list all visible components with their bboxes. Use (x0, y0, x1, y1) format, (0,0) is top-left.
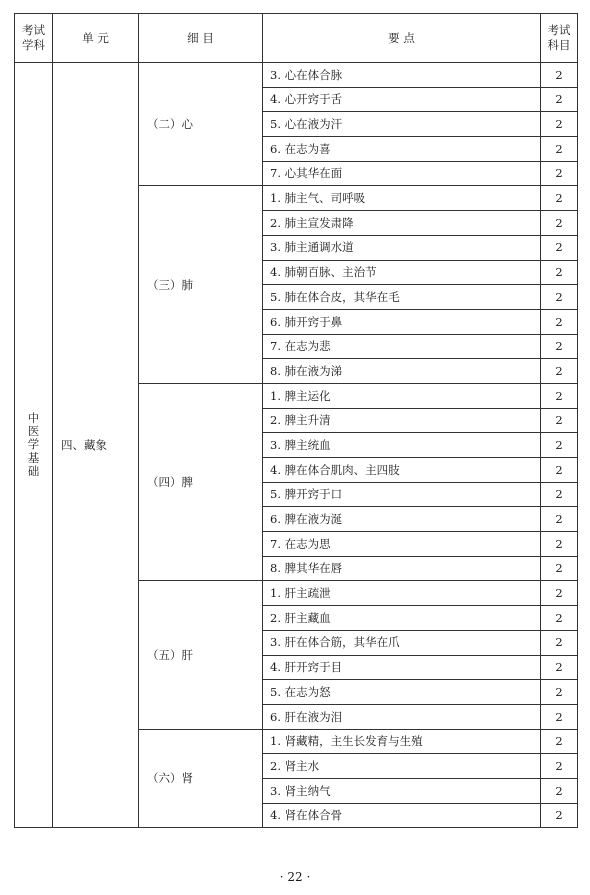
page-number: · 22 · (279, 870, 311, 884)
count-cell: 2 (541, 87, 578, 112)
point-cell: 5. 脾开窍于口 (263, 482, 541, 507)
count-cell: 2 (541, 704, 578, 729)
point-cell: 3. 肾主纳气 (263, 778, 541, 803)
point-cell: 7. 心其华在面 (263, 161, 541, 186)
syllabus-table (14, 13, 578, 828)
point-cell: 3. 肝在体合筋，其华在爪 (263, 630, 541, 655)
point-cell: 3. 脾主统血 (263, 433, 541, 458)
point-cell: 6. 脾在液为涎 (263, 507, 541, 532)
count-cell: 2 (541, 754, 578, 779)
count-cell: 2 (541, 458, 578, 483)
point-cell: 4. 心开窍于舌 (263, 87, 541, 112)
count-cell: 2 (541, 309, 578, 334)
count-cell: 2 (541, 556, 578, 581)
count-cell: 2 (541, 803, 578, 828)
point-cell: 1. 肺主气、司呼吸 (263, 186, 541, 211)
count-cell: 2 (541, 729, 578, 754)
count-cell: 2 (541, 532, 578, 557)
section-cell: （二）心 (139, 63, 263, 186)
count-cell: 2 (541, 63, 578, 88)
point-cell: 2. 肝主藏血 (263, 606, 541, 631)
count-cell: 2 (541, 680, 578, 705)
count-cell: 2 (541, 211, 578, 236)
section-cell: （五）肝 (139, 581, 263, 729)
section-cell: （三）肺 (139, 186, 263, 384)
point-cell: 8. 脾其华在唇 (263, 556, 541, 581)
point-cell: 2. 肺主宣发肃降 (263, 211, 541, 236)
point-cell: 2. 脾主升清 (263, 408, 541, 433)
section-cell: （四）脾 (139, 383, 263, 581)
point-cell: 4. 肾在体合骨 (263, 803, 541, 828)
subject-cell (15, 63, 53, 828)
point-cell: 4. 肺朝百脉、主治节 (263, 260, 541, 285)
table-header-row (15, 14, 578, 63)
table-row (15, 63, 578, 88)
header-section: 细 目 (139, 14, 263, 63)
count-cell: 2 (541, 137, 578, 162)
count-cell: 2 (541, 161, 578, 186)
point-cell: 5. 心在液为汗 (263, 112, 541, 137)
header-unit: 单 元 (53, 14, 139, 63)
point-cell: 7. 在志为思 (263, 532, 541, 557)
point-cell: 1. 肝主疏泄 (263, 581, 541, 606)
count-cell: 2 (541, 630, 578, 655)
point-cell: 5. 肺在体合皮，其华在毛 (263, 285, 541, 310)
count-cell: 2 (541, 655, 578, 680)
point-cell: 3. 肺主通调水道 (263, 235, 541, 260)
count-cell: 2 (541, 581, 578, 606)
count-cell: 2 (541, 433, 578, 458)
count-cell: 2 (541, 359, 578, 384)
point-cell: 7. 在志为悲 (263, 334, 541, 359)
syllabus-page (14, 13, 577, 828)
point-cell: 8. 肺在液为涕 (263, 359, 541, 384)
point-cell: 6. 肺开窍于鼻 (263, 309, 541, 334)
count-cell: 2 (541, 408, 578, 433)
point-cell: 5. 在志为怒 (263, 680, 541, 705)
point-cell: 2. 肾主水 (263, 754, 541, 779)
header-count: 考试科目 (541, 14, 578, 63)
count-cell: 2 (541, 482, 578, 507)
unit-cell: 四、藏象 (53, 63, 139, 828)
count-cell: 2 (541, 112, 578, 137)
point-cell: 3. 心在体合脉 (263, 63, 541, 88)
count-cell: 2 (541, 235, 578, 260)
header-points: 要 点 (263, 14, 541, 63)
count-cell: 2 (541, 334, 578, 359)
header-subject: 考试学科 (15, 14, 53, 63)
count-cell: 2 (541, 507, 578, 532)
count-cell: 2 (541, 383, 578, 408)
point-cell: 1. 肾藏精，主生长发育与生殖 (263, 729, 541, 754)
section-cell: （六）肾 (139, 729, 263, 828)
point-cell: 4. 脾在体合肌肉、主四肢 (263, 458, 541, 483)
point-cell: 6. 在志为喜 (263, 137, 541, 162)
point-cell: 6. 肝在液为泪 (263, 704, 541, 729)
count-cell: 2 (541, 285, 578, 310)
table-body (15, 63, 578, 828)
count-cell: 2 (541, 606, 578, 631)
count-cell: 2 (541, 778, 578, 803)
point-cell: 1. 脾主运化 (263, 383, 541, 408)
count-cell: 2 (541, 186, 578, 211)
point-cell: 4. 肝开窍于目 (263, 655, 541, 680)
count-cell: 2 (541, 260, 578, 285)
subject-label: 中医学基础 (27, 411, 40, 478)
